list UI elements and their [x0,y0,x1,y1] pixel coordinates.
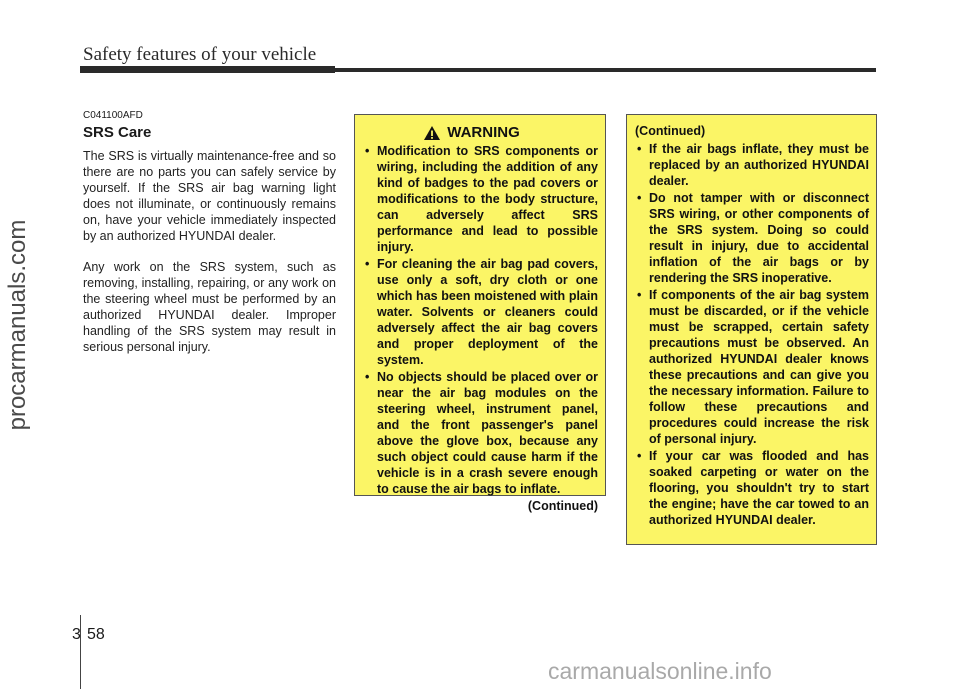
bottom-watermark: carmanualsonline.info [548,658,772,684]
warning-item: • If components of the air bag system must be discarded, or if the vehicle must be scrapped, certain safety precautions must be observed. An authorized HYUNDAI dealer knows these precautions and can give you the necessary information. Failure to follow these precautions and procedures could increase the risk of personal injury. [637,288,869,446]
warning-item: • For cleaning the air bag pad covers, use only a soft, dry cloth or one which has been moistened with plain water. Solvents or cleaners could adversely affect the air bag covers and proper deployment of the system. [365,257,598,367]
continued-list [635,141,869,528]
page-header-title: Safety features of your vehicle [83,44,317,65]
page-section-number: 3 [72,626,81,643]
header-rule-accent [80,66,335,73]
section-title: SRS Care [83,124,152,141]
warning-item: • If the air bags inflate, they must be replaced by an authorized HYUNDAI dealer. [637,142,869,188]
section-code: C041100AFD [83,110,143,121]
body-paragraph: The SRS is virtually maintenance-free and so there are no parts you can safely service by yourself. If the SRS air bag warning light does not illuminate, or continuously remains on, have your vehicle immediately inspected by an authorized HYUNDAI dealer. [83,149,336,243]
warning-item: • Do not tamper with or disconnect SRS wiring, or other components of the SRS system. Doing so could result in injury, due to accidental inflation of the air bags or by rendering the SRS inoperative. [637,191,869,285]
body-paragraph: Any work on the SRS system, such as removing, installing, repairing, or any work on the steering wheel must be performed by an authorized HYUNDAI dealer. Improper handling of the SRS system may result in serious personal injury. [83,260,336,354]
warning-item: • If your car was flooded and has soaked carpeting or water on the flooring, you shouldn't try to start the engine; have the car towed to an authorized HYUNDAI dealer. [637,449,869,527]
warning-heading-text: WARNING [447,124,520,141]
warning-list [363,143,598,497]
warning-box [354,114,606,513]
warning-triangle-icon [423,125,441,141]
warning-item: • No objects should be placed over or near the air bag modules on the steering wheel, instrument panel, and the front passenger's panel above the glove box, because any such object could cause harm if the vehicle is in a crash severe enough to cause the air bags to inflate. [365,370,598,496]
page-number: 58 [87,626,105,643]
continued-label: (Continued) [527,499,598,513]
side-watermark: procarmanuals.com [4,219,31,431]
warning-item: • Modification to SRS components or wiring, including the addition of any kind of badges to the pad covers or modifications to the body structure, can adversely affect SRS performance and lead to possible injury. [365,144,598,254]
continued-warning-box [626,114,877,545]
continued-heading: (Continued) [635,124,706,138]
warning-heading [345,125,598,141]
